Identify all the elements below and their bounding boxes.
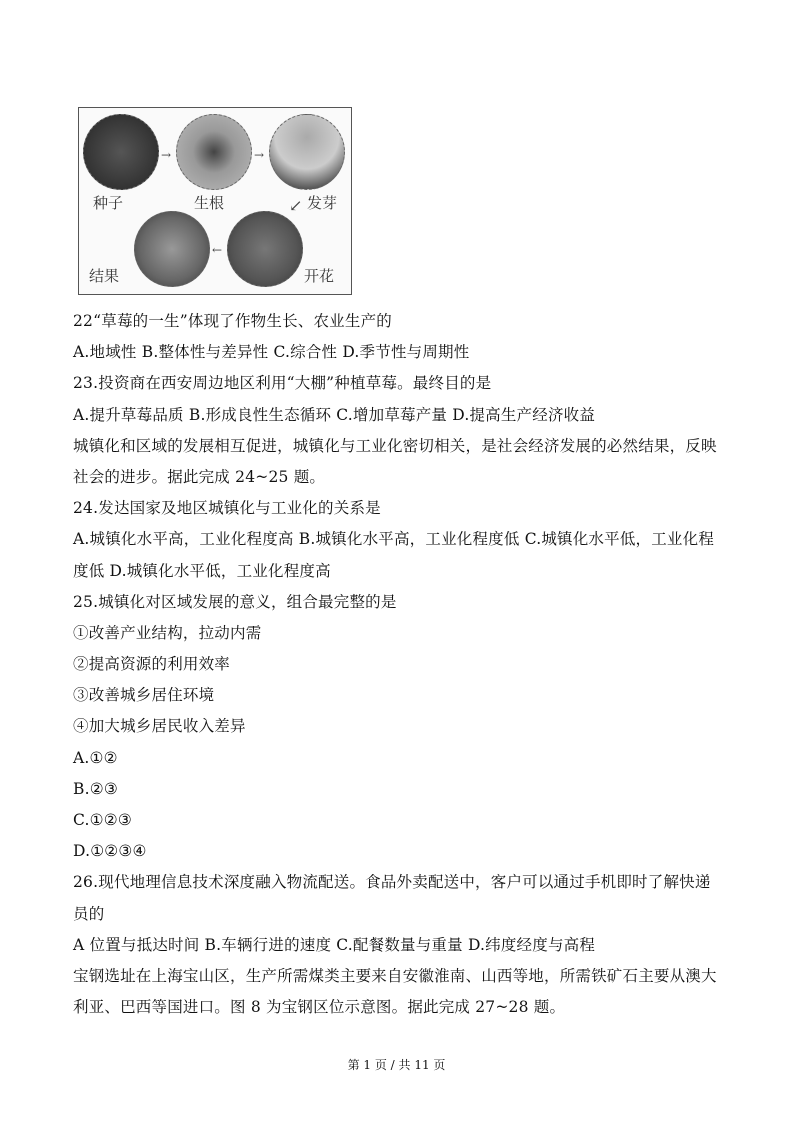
fruiting-photo	[134, 211, 210, 287]
text-line: 度低 D.城镇化水平低，工业化程度高	[73, 561, 331, 580]
arrow-right-icon: →	[254, 148, 265, 162]
text-line: ④加大城乡居民收入差异	[73, 717, 246, 736]
text-line: C.①②③	[73, 811, 132, 829]
text-line: ①改善产业结构，拉动内需	[73, 623, 262, 642]
arrow-left-icon: ←	[212, 243, 223, 257]
flowering-photo	[227, 211, 303, 287]
text-line: 24.发达国家及地区城镇化与工业化的关系是	[73, 499, 381, 518]
text-line: 25.城镇化对区域发展的意义，组合最完整的是	[73, 592, 397, 611]
page-footer: 第 1 页 / 共 11 页	[347, 1058, 446, 1072]
seed-photo	[83, 114, 159, 190]
figure-label: 种子	[93, 194, 124, 212]
strawberry-lifecycle-figure	[78, 107, 352, 295]
arrow-right-icon: →	[161, 148, 172, 162]
figure-label: 开花	[304, 267, 335, 285]
text-line: A.城镇化水平高，工业化程度高 B.城镇化水平高，工业化程度低 C.城镇化水平低，工业化程	[73, 530, 715, 549]
text-line: 23.投资商在西安周边地区利用“大棚”种植草莓。最终目的是	[73, 374, 492, 393]
text-line: 社会的进步。据此完成 24~25 题。	[73, 467, 326, 486]
text-line: ③改善城乡居住环境	[73, 686, 215, 705]
text-line: 员的	[73, 904, 105, 923]
text-line: A.①②	[73, 748, 118, 767]
text-line: 利亚、巴西等国进口。图 8 为宝钢区位示意图。据此完成 27~28 题。	[73, 998, 566, 1017]
text-line: ②提高资源的利用效率	[73, 655, 231, 674]
text-line: 22“草莓的一生”体现了作物生长、农业生产的	[73, 312, 392, 330]
figure-label: 生根	[194, 194, 225, 212]
figure-label: 发芽	[307, 194, 338, 212]
text-line: 26.现代地理信息技术深度融入物流配送。食品外卖配送中，客户可以通过手机即时了解快递	[73, 873, 711, 892]
rooting-photo	[176, 114, 252, 190]
arrow-down-left-icon: ↙	[289, 196, 303, 215]
text-line: 城镇化和区域的发展相互促进，城镇化与工业化密切相关，是社会经济发展的必然结果，反映	[73, 436, 717, 455]
document-body	[73, 306, 733, 1023]
text-line: D.①②③④	[73, 842, 147, 861]
text-line: A.地域性 B.整体性与差异性 C.综合性 D.季节性与周期性	[73, 343, 470, 362]
sprouting-photo	[269, 114, 345, 190]
text-line: 宝钢选址在上海宝山区，生产所需煤类主要来自安徽淮南、山西等地，所需铁矿石主要从澳大	[73, 966, 717, 985]
text-line: B.②③	[73, 779, 118, 798]
text-line: A.提升草莓品质 B.形成良性生态循环 C.增加草莓产量 D.提高生产经济收益	[73, 405, 596, 424]
text-line: A 位置与抵达时间 B.车辆行进的速度 C.配餐数量与重量 D.纬度经度与高程	[73, 935, 596, 954]
figure-label: 结果	[89, 267, 120, 285]
